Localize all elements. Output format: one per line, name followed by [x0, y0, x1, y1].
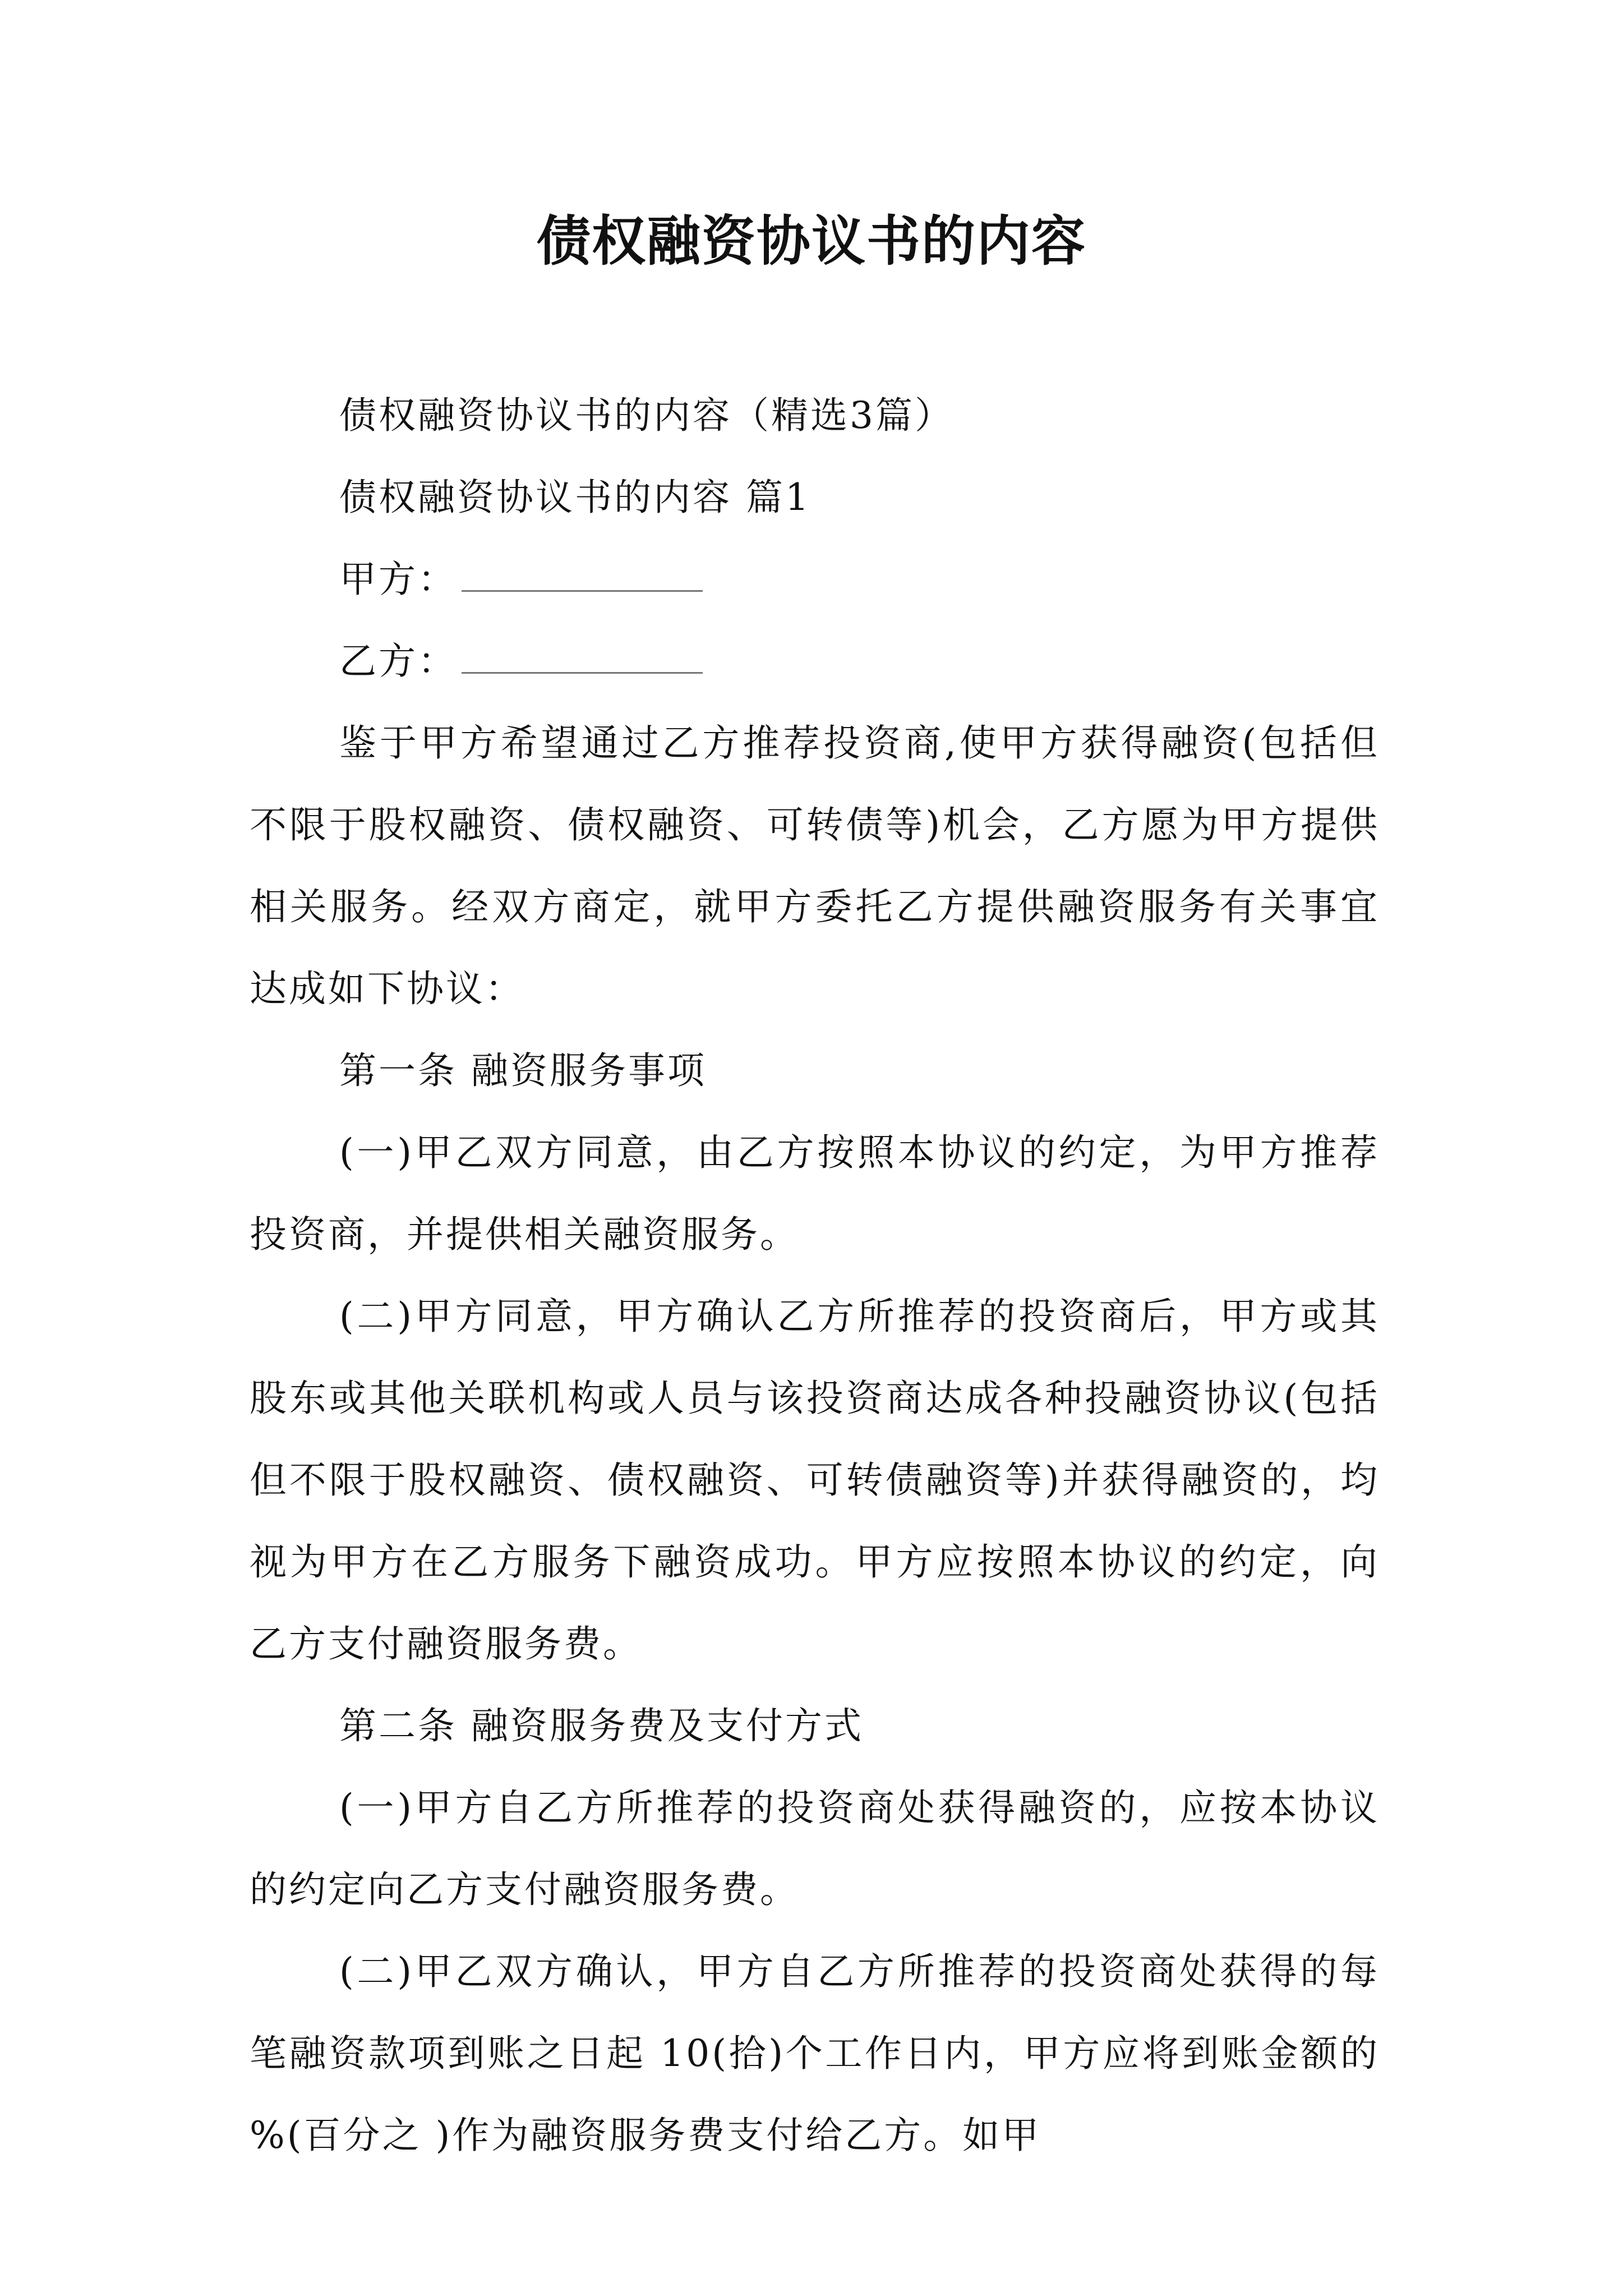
article-1-clause-2: (二)甲方同意，甲方确认乙方所推荐的投资商后，甲方或其股东或其他关联机构或人员与该投资商达成各种投融资协议(包括但不限于股权融资、债权融资、可转债融资等)并获得融资的，均视为甲方在乙方服务下融资成功。甲方应按照本协议的约定，向乙方支付融资服务费。 [250, 1295, 1380, 1665]
document-title: 债权融资协议书的内容 [537, 209, 1086, 273]
party-a-line [250, 539, 1380, 620]
party-b-blank-field [462, 627, 703, 674]
party-a-label: 甲方： [339, 558, 457, 601]
paragraph-preamble: 鉴于甲方希望通过乙方推荐投资商,使甲方获得融资(包括但不限于股权融资、债权融资、可转债等)机会，乙方愿为甲方提供相关服务。经双方商定，就甲方委托乙方提供融资服务有关事宜达成如下协议： [250, 721, 1380, 1010]
document-body [250, 375, 1380, 2177]
article-2-clause-2: (二)甲乙双方确认，甲方自乙方所推荐的投资商处获得的每笔融资款项到账之日起 10(拾)个工作日内，甲方应将到账金额的 %(百分之 )作为融资服务费支付给乙方。如甲 [250, 1950, 1380, 2157]
party-b-line [250, 620, 1380, 702]
section-heading: 债权融资协议书的内容 篇1 [339, 476, 811, 519]
document-subtitle: 债权融资协议书的内容（精选3篇） [339, 394, 954, 437]
article-2-heading: 第二条 融资服务费及支付方式 [339, 1704, 864, 1747]
party-b-label: 乙方： [339, 639, 457, 683]
article-1-clause-1: (一)甲乙双方同意，由乙方按照本协议的约定，为甲方推荐投资商，并提供相关融资服务。 [250, 1131, 1380, 1256]
article-2-clause-1: (一)甲方自乙方所推荐的投资商处获得融资的，应按本协议的约定向乙方支付融资服务费。 [250, 1786, 1380, 1911]
article-1-heading: 第一条 融资服务事项 [339, 1049, 707, 1092]
party-a-blank-field [462, 545, 703, 592]
